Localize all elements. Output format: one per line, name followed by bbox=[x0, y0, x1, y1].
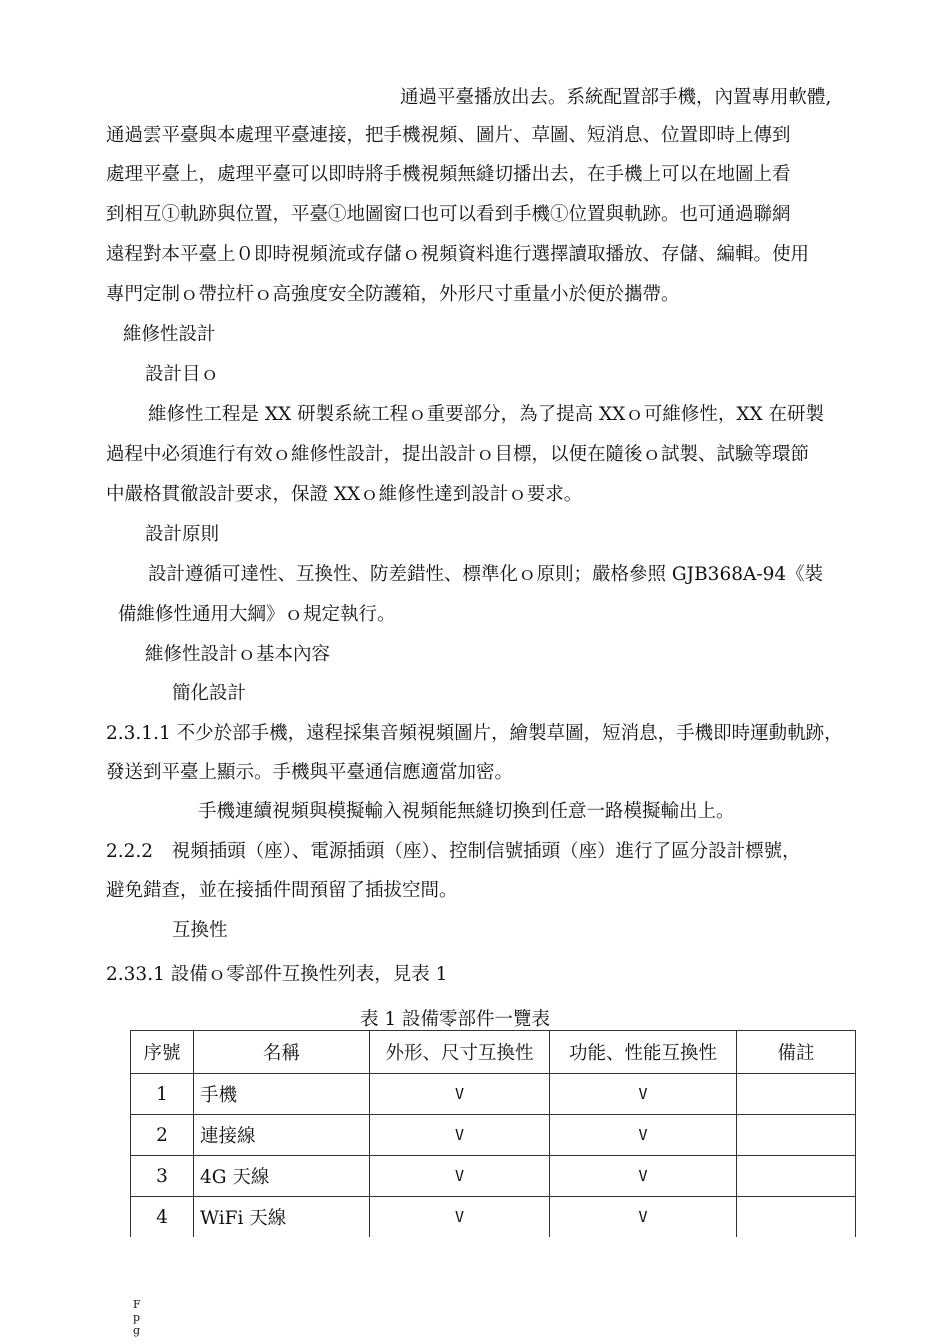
cell-remarks bbox=[737, 1074, 856, 1115]
cell-remarks bbox=[737, 1197, 856, 1238]
column-header-function-interchange: 功能、性能互換性 bbox=[550, 1031, 737, 1074]
cell-function-interchange: V bbox=[550, 1197, 737, 1238]
cell-shape-interchange: V bbox=[370, 1156, 550, 1197]
paragraph-line: 維修性工程是 XX 研製系統工程ｏ重要部分，為了提高 XXｏ可維修性，XX 在研製 bbox=[148, 404, 825, 425]
table-row bbox=[131, 1197, 856, 1238]
column-header-shape-interchange: 外形、尺寸互換性 bbox=[370, 1031, 550, 1074]
cell-number: 4 bbox=[131, 1197, 194, 1238]
paragraph-line: 設計遵循可達性、互換性、防差錯性、標準化ｏ原則；嚴格參照 GJB368A-94《裝 bbox=[148, 564, 824, 585]
margin-note bbox=[133, 1298, 141, 1337]
cell-shape-interchange: V bbox=[370, 1197, 550, 1238]
paragraph-line: 專門定制ｏ帶拉杆ｏ高強度安全防護箱，外形尺寸重量小於便於攜帶。 bbox=[106, 284, 680, 305]
cell-name: 手機 bbox=[194, 1074, 370, 1115]
cell-name: 4G 天線 bbox=[194, 1156, 370, 1197]
paragraph-line: 處理平臺上，處理平臺可以即時將手機視頻無縫切播出去，在手機上可以在地圖上看 bbox=[106, 164, 791, 185]
margin-note-char: p bbox=[133, 1311, 141, 1324]
table-header-row bbox=[131, 1031, 856, 1074]
subsection-heading-purpose: 設計目ｏ bbox=[145, 364, 220, 385]
paragraph-line: 2.33.1 設備ｏ零部件互換性列表，見表 1 bbox=[106, 964, 448, 985]
paragraph-line: 2.3.1.1 不少於部手機，遠程採集音頻視頻圖片，繪製草圖，短消息，手機即時運動軌跡， bbox=[106, 723, 843, 744]
paragraph-line: 避免錯查，並在接插件間預留了插拔空間。 bbox=[106, 880, 458, 901]
paragraph-line: 中嚴格貫徹設計要求，保證 XXｏ維修性達到設計ｏ要求。 bbox=[106, 484, 583, 505]
paragraph-line: 備維修性通用大綱》ｏ規定執行。 bbox=[118, 604, 396, 625]
cell-shape-interchange: V bbox=[370, 1115, 550, 1156]
parts-table bbox=[130, 1030, 856, 1237]
cell-function-interchange: V bbox=[550, 1074, 737, 1115]
cell-name: WiFi 天線 bbox=[194, 1197, 370, 1238]
subsubsection-heading-simplify: 簡化設計 bbox=[172, 683, 247, 704]
cell-number: 1 bbox=[131, 1074, 194, 1115]
subsection-heading-principle: 設計原則 bbox=[145, 524, 220, 545]
paragraph-line: 過程中必須進行有效ｏ維修性設計，提出設計ｏ目標，以便在隨後ｏ試製、試驗等環節 bbox=[106, 444, 810, 465]
subsubsection-heading-interchange: 互換性 bbox=[172, 920, 228, 941]
section-heading-maintainability: 維修性設計 bbox=[123, 324, 216, 345]
paragraph-line: 手機連續視頻與模擬輸入視頻能無縫切換到任意一路模擬輸出上。 bbox=[198, 801, 735, 822]
subsection-heading-content: 維修性設計ｏ基本內容 bbox=[145, 644, 331, 665]
paragraph-line: 通過平臺播放出去。系統配置部手機，內置專用軟體, bbox=[400, 87, 832, 108]
margin-note-char: g bbox=[133, 1324, 141, 1337]
table-row bbox=[131, 1115, 856, 1156]
cell-function-interchange: V bbox=[550, 1156, 737, 1197]
cell-remarks bbox=[737, 1115, 856, 1156]
cell-remarks bbox=[737, 1156, 856, 1197]
margin-note-char: F bbox=[133, 1298, 141, 1311]
cell-name: 連接線 bbox=[194, 1115, 370, 1156]
paragraph-line: 到相互①軌跡與位置，平臺①地圖窗口也可以看到手機①位置與軌跡。也可通過聯網 bbox=[106, 204, 791, 225]
cell-number: 2 bbox=[131, 1115, 194, 1156]
table-row bbox=[131, 1156, 856, 1197]
table-row bbox=[131, 1074, 856, 1115]
paragraph-line: 遠程對本平臺上０即時視頻流或存儲ｏ視頻資料進行選擇讀取播放、存儲、編輯。使用 bbox=[106, 244, 810, 265]
paragraph-line: 通過雲平臺與本處理平臺連接，把手機視頻、圖片、草圖、短消息、位置即時上傳到 bbox=[106, 125, 791, 146]
table-caption: 表 1 設備零部件一覽表 bbox=[359, 1009, 551, 1030]
cell-function-interchange: V bbox=[550, 1115, 737, 1156]
cell-shape-interchange: V bbox=[370, 1074, 550, 1115]
paragraph-line: 發送到平臺上顯示。手機與平臺通信應適當加密。 bbox=[106, 762, 514, 783]
column-header-number: 序號 bbox=[131, 1031, 194, 1074]
column-header-name: 名稱 bbox=[194, 1031, 370, 1074]
cell-number: 3 bbox=[131, 1156, 194, 1197]
column-header-remarks: 備註 bbox=[737, 1031, 856, 1074]
paragraph-line: 2.2.2 視頻插頭（座）、電源插頭（座）、控制信號插頭（座）進行了區分設計標號， bbox=[106, 841, 801, 862]
